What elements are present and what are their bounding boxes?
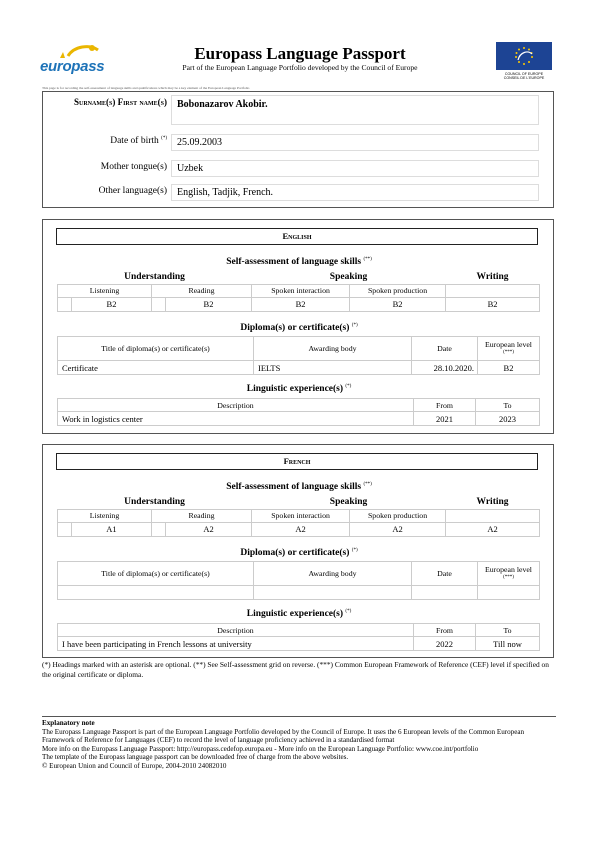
european-level-text: European level xyxy=(485,564,532,574)
page-subtitle: Part of the European Language Portfolio developed by the Council of Europe xyxy=(182,63,418,72)
mother-tongue-label: Mother tongue(s) xyxy=(100,162,167,172)
from-label: From xyxy=(414,399,476,412)
european-level-text: European level xyxy=(485,339,532,349)
self-assessment-heading xyxy=(43,482,555,492)
diploma-title-value: Certificate xyxy=(58,361,254,375)
europass-logo xyxy=(40,42,112,78)
date-label: Date xyxy=(412,562,478,586)
coe-caption xyxy=(496,72,552,80)
experience-table xyxy=(57,623,540,651)
reading-label: Reading xyxy=(152,284,252,297)
reading-value: A2 xyxy=(166,522,252,536)
diploma-title: Diploma(s) or certificate(s) xyxy=(240,548,350,558)
title-of-diploma-label: Title of diploma(s) or certificate(s) xyxy=(58,562,254,586)
listening-label: Listening xyxy=(58,284,152,297)
self-assessment-mark: (**) xyxy=(363,482,372,487)
writing-heading: Writing xyxy=(446,495,540,509)
other-languages-field: English, Tadjik, French. xyxy=(171,184,539,201)
description-label: Description xyxy=(58,624,414,637)
surname-label: Surname(s) First name(s) xyxy=(74,97,167,107)
dob-field: 25.09.2003 xyxy=(171,134,539,151)
reading-code xyxy=(152,297,166,311)
europass-logo-text: europass xyxy=(40,58,105,75)
spoken-production-value: B2 xyxy=(350,297,446,311)
explanatory-note-title: Explanatory note xyxy=(42,719,95,727)
diploma-table xyxy=(57,336,540,375)
experience-description-value: Work in logistics center xyxy=(58,412,414,426)
skills-table xyxy=(57,270,540,312)
language-box-french xyxy=(42,444,554,658)
listening-code xyxy=(58,522,72,536)
speaking-heading: Speaking xyxy=(252,270,446,284)
european-level-label xyxy=(478,337,540,361)
spoken-production-label: Spoken production xyxy=(350,284,446,297)
awarding-body-label: Awarding body xyxy=(254,337,412,361)
to-label: To xyxy=(476,624,540,637)
listening-code xyxy=(58,297,72,311)
listening-value: B2 xyxy=(72,297,152,311)
awarding-body-value xyxy=(254,586,412,600)
spoken-interaction-label: Spoken interaction xyxy=(252,509,350,522)
experience-mark: (*) xyxy=(345,384,352,389)
awarding-body-value: IELTS xyxy=(254,361,412,375)
surname-field: Bobonazarov Akobir. xyxy=(171,95,539,125)
eu-flag-icon xyxy=(496,42,552,70)
understanding-heading: Understanding xyxy=(58,270,252,284)
spoken-interaction-value: A2 xyxy=(252,522,350,536)
mother-tongue-field: Uzbek xyxy=(171,160,539,177)
from-label: From xyxy=(414,624,476,637)
explanatory-note xyxy=(42,716,556,800)
dob-label xyxy=(49,136,167,146)
explanatory-line-2: More info on the Europass Language Passport: http://europass.cedefop.europa.eu - More info on the European Language Portfolio: www.coe.int/portfolio xyxy=(42,744,479,753)
skills-table xyxy=(57,495,540,537)
listening-value: A1 xyxy=(72,522,152,536)
writing-value: A2 xyxy=(446,522,540,536)
page-title: Europass Language Passport xyxy=(194,44,406,63)
experience-title: Linguistic experience(s) xyxy=(246,609,344,619)
explanatory-line-3: The template of the Europass language passport can be downloaded free of charge from the above websites. xyxy=(42,753,349,762)
diploma-title: Diploma(s) or certificate(s) xyxy=(240,323,350,333)
personal-info-box xyxy=(42,91,554,208)
understanding-heading: Understanding xyxy=(58,495,252,509)
diploma-table xyxy=(57,561,540,600)
speaking-heading: Speaking xyxy=(252,495,446,509)
title-of-diploma-label: Title of diploma(s) or certificate(s) xyxy=(58,337,254,361)
european-level-mark: (***) xyxy=(503,574,514,580)
other-languages-label: Other language(s) xyxy=(98,186,167,196)
explanatory-line-4: © European Union and Council of Europe, 2004-2010 24082010 xyxy=(42,761,227,770)
experience-description-value: I have been participating in French lessons at university xyxy=(58,637,414,651)
european-level-mark: (***) xyxy=(503,349,514,355)
explanatory-line-1: The Europass Language Passport is part of the European Language Portfolio developed by the Council of Europe. It uses the 6 European levels of the Common European Framework of Reference for Languages (CEF) to record the level of language proficiency achieved in a standardised format xyxy=(42,727,525,745)
self-assessment-title: Self-assessment of language skills xyxy=(226,257,362,267)
experience-from-value: 2022 xyxy=(414,637,476,651)
experience-title: Linguistic experience(s) xyxy=(246,384,344,394)
diploma-date-value: 28.10.2020. xyxy=(412,361,478,375)
description-label: Description xyxy=(58,399,414,412)
diploma-heading xyxy=(43,548,555,558)
writing-label xyxy=(446,509,540,522)
spoken-interaction-value: B2 xyxy=(252,297,350,311)
self-assessment-mark: (**) xyxy=(363,257,372,262)
european-level-label xyxy=(478,562,540,586)
date-label: Date xyxy=(412,337,478,361)
experience-table xyxy=(57,398,540,426)
writing-heading: Writing xyxy=(446,270,540,284)
reading-label: Reading xyxy=(152,509,252,522)
self-assessment-title: Self-assessment of language skills xyxy=(226,482,362,492)
writing-value: B2 xyxy=(446,297,540,311)
experience-to-value: Till now xyxy=(476,637,540,651)
spoken-interaction-label: Spoken interaction xyxy=(252,284,350,297)
diploma-level-value: B2 xyxy=(478,361,540,375)
to-label: To xyxy=(476,399,540,412)
writing-label xyxy=(446,284,540,297)
micro-text: This page is for recording the self-assessment of language skills and qualifications which may be a key element of the European Language Portfolio xyxy=(42,86,250,90)
dob-label-text: Date of birth xyxy=(110,136,159,146)
footnote: (*) Headings marked with an asterisk are optional. (**) See Self-assessment grid on reverse. (***) Common European Framework of Reference (CEF) level if specified on the original certificate or diploma. xyxy=(42,660,549,679)
coe-caption-en: COUNCIL OF EUROPE xyxy=(504,72,544,76)
diploma-level-value xyxy=(478,586,540,600)
experience-to-value: 2023 xyxy=(476,412,540,426)
language-name: French xyxy=(56,453,538,470)
language-box-english xyxy=(42,219,554,434)
self-assessment-heading xyxy=(43,257,555,267)
experience-heading xyxy=(43,384,555,394)
awarding-body-label: Awarding body xyxy=(254,562,412,586)
experience-mark: (*) xyxy=(345,609,352,614)
dob-mark: (*) xyxy=(161,136,167,141)
experience-from-value: 2021 xyxy=(414,412,476,426)
coe-caption-fr: CONSEIL DE L'EUROPE xyxy=(503,76,545,80)
diploma-title-value xyxy=(58,586,254,600)
council-of-europe-logo xyxy=(496,42,552,84)
diploma-heading xyxy=(43,323,555,333)
diploma-date-value xyxy=(412,586,478,600)
listening-label: Listening xyxy=(58,509,152,522)
experience-heading xyxy=(43,609,555,619)
spoken-production-value: A2 xyxy=(350,522,446,536)
reading-code xyxy=(152,522,166,536)
diploma-mark: (*) xyxy=(351,323,358,328)
diploma-mark: (*) xyxy=(351,548,358,553)
reading-value: B2 xyxy=(166,297,252,311)
language-name: English xyxy=(56,228,538,245)
spoken-production-label: Spoken production xyxy=(350,509,446,522)
